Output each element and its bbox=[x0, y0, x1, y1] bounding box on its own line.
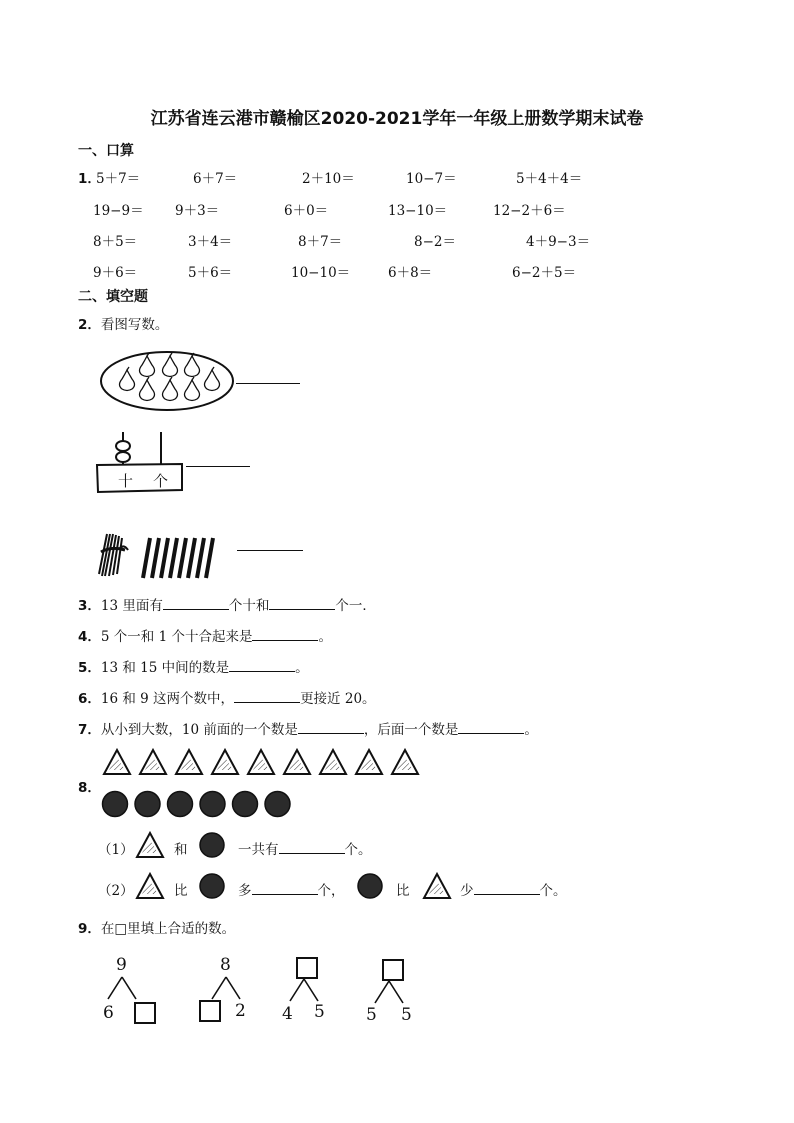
tree-top-number: 8 bbox=[220, 955, 231, 975]
circle-icon bbox=[168, 792, 193, 817]
answer-line[interactable] bbox=[236, 383, 300, 384]
triangle-icon bbox=[422, 872, 452, 900]
calc-item: 6＋8＝ bbox=[388, 265, 433, 281]
calc-item: 6−2＋5＝ bbox=[512, 265, 577, 281]
answer-blank[interactable] bbox=[458, 720, 524, 734]
question-number: 5． bbox=[78, 660, 101, 676]
calc-item: 9＋3＝ bbox=[175, 203, 220, 219]
abacus-picture bbox=[94, 430, 186, 496]
triangle-icon bbox=[135, 831, 165, 859]
answer-blank[interactable] bbox=[252, 881, 318, 895]
calc-item: 8−2＝ bbox=[414, 234, 456, 250]
pears-oval-picture bbox=[100, 348, 240, 414]
question-text: 在□里填上合适的数。 bbox=[100, 921, 236, 937]
question-text: 13 里面有 bbox=[100, 598, 163, 614]
question-text: 个。 bbox=[539, 883, 567, 899]
triangle-icon bbox=[176, 750, 202, 774]
q8-part1-label: （1） bbox=[98, 842, 134, 858]
triangle-icon bbox=[392, 750, 418, 774]
decomposition-branches bbox=[104, 975, 154, 1003]
answer-blank[interactable] bbox=[298, 720, 364, 734]
answer-box[interactable] bbox=[382, 959, 404, 981]
decomposition-branches bbox=[284, 977, 334, 1005]
q8-part1-sentence bbox=[238, 838, 372, 858]
calc-item: 10−10＝ bbox=[291, 265, 351, 281]
question-text: 13 和 15 中间的数是 bbox=[100, 660, 230, 676]
question-number: 9． bbox=[78, 921, 101, 937]
q8-part2-second bbox=[460, 879, 567, 899]
answer-line[interactable] bbox=[186, 466, 250, 467]
question-text: 16 和 9 这两个数中， bbox=[100, 691, 235, 707]
triangle-icon bbox=[212, 750, 238, 774]
triangle-icon bbox=[135, 872, 165, 900]
circle-icon bbox=[356, 872, 384, 900]
q8-part2-label: （2） bbox=[98, 883, 134, 899]
calc-item: 8＋5＝ bbox=[93, 234, 138, 250]
triangle-icon bbox=[356, 750, 382, 774]
question-2 bbox=[78, 313, 168, 333]
tree-right-number: 5 bbox=[314, 1002, 325, 1022]
answer-blank[interactable] bbox=[252, 627, 318, 641]
question-number: 4． bbox=[78, 629, 101, 645]
q8-than-text: 比 bbox=[174, 883, 188, 899]
sticks-picture bbox=[95, 530, 215, 582]
question-text: 个一． bbox=[335, 598, 376, 614]
calc-item: 12−2＋6＝ bbox=[493, 203, 566, 219]
answer-blank[interactable] bbox=[234, 689, 300, 703]
calc-item: 6＋7＝ bbox=[193, 171, 238, 187]
q8-part2-first bbox=[238, 879, 345, 899]
triangle-icon bbox=[104, 750, 130, 774]
tree-right-number: 2 bbox=[235, 1001, 246, 1021]
question-4 bbox=[78, 625, 332, 645]
answer-blank[interactable] bbox=[229, 658, 295, 672]
question-text: 看图写数。 bbox=[100, 317, 169, 333]
abacus-tens-label: 十 bbox=[118, 472, 134, 490]
answer-box[interactable] bbox=[296, 957, 318, 979]
calc-item: 4＋9−3＝ bbox=[526, 234, 591, 250]
question-3 bbox=[78, 594, 376, 614]
calc-item: 5＋7＝ bbox=[96, 171, 141, 187]
calc-item: 2＋10＝ bbox=[302, 171, 355, 187]
calc-item: 6＋0＝ bbox=[284, 203, 329, 219]
circle-icon bbox=[200, 792, 225, 817]
question-number: 2． bbox=[78, 317, 101, 333]
calc-item: 5＋4＋4＝ bbox=[516, 171, 583, 187]
question-text: 个， bbox=[317, 883, 345, 899]
answer-blank[interactable] bbox=[163, 596, 229, 610]
question-number: 7． bbox=[78, 722, 101, 738]
answer-blank[interactable] bbox=[279, 840, 345, 854]
decomposition-branches bbox=[369, 979, 419, 1007]
triangle-icon bbox=[320, 750, 346, 774]
calc-item: 3＋4＝ bbox=[188, 234, 233, 250]
question-text: 多 bbox=[238, 883, 252, 899]
decomposition-branches bbox=[208, 975, 258, 1003]
answer-box[interactable] bbox=[199, 1000, 221, 1022]
abacus-ones-label: 个 bbox=[153, 472, 169, 490]
q8-and-text: 和 bbox=[174, 842, 188, 858]
answer-blank[interactable] bbox=[269, 596, 335, 610]
triangle-row bbox=[102, 748, 432, 778]
answer-line[interactable] bbox=[237, 550, 303, 551]
question-number: 8． bbox=[78, 780, 101, 796]
question-text: 从小到大数，10 前面的一个数是 bbox=[100, 722, 298, 738]
question-text: 一共有 bbox=[238, 842, 279, 858]
calc-item: 9＋6＝ bbox=[93, 265, 138, 281]
tree-left-number: 4 bbox=[282, 1004, 293, 1024]
answer-blank[interactable] bbox=[474, 881, 540, 895]
circle-row bbox=[100, 789, 300, 819]
question-text: 少 bbox=[460, 883, 474, 899]
question-text: 个十和 bbox=[228, 598, 270, 614]
calc-item: 10−7＝ bbox=[406, 171, 457, 187]
question-text: 个。 bbox=[344, 842, 372, 858]
calc-item: 8＋7＝ bbox=[298, 234, 343, 250]
question-9 bbox=[78, 917, 235, 937]
question-number: 3． bbox=[78, 598, 101, 614]
circle-icon bbox=[198, 831, 226, 859]
triangle-icon bbox=[284, 750, 310, 774]
page-title: 江苏省连云港市赣榆区2020-2021学年一年级上册数学期末试卷 bbox=[150, 109, 644, 129]
circle-icon bbox=[135, 792, 160, 817]
question-7 bbox=[78, 718, 538, 738]
question-text: ，后面一个数是 bbox=[363, 722, 459, 738]
question-text: 。 bbox=[295, 660, 309, 676]
answer-box[interactable] bbox=[134, 1002, 156, 1024]
circle-icon bbox=[198, 872, 226, 900]
tree-left-number: 5 bbox=[366, 1005, 377, 1025]
calc-item: 13−10＝ bbox=[388, 203, 448, 219]
calc-item: 5＋6＝ bbox=[188, 265, 233, 281]
question-text: 。 bbox=[318, 629, 332, 645]
section-heading-fill-in: 二、填空题 bbox=[78, 289, 148, 305]
q8-than-text: 比 bbox=[396, 883, 410, 899]
section-heading-oral-calc: 一、口算 bbox=[78, 143, 134, 159]
question-number: 1． bbox=[78, 171, 101, 187]
triangle-icon bbox=[248, 750, 274, 774]
question-text: 。 bbox=[524, 722, 538, 738]
question-text: 更接近 20。 bbox=[300, 691, 376, 707]
question-text: 5 个一和 1 个十合起来是 bbox=[100, 629, 253, 645]
question-6 bbox=[78, 687, 376, 707]
circle-icon bbox=[103, 792, 128, 817]
question-5 bbox=[78, 656, 309, 676]
tree-top-number: 9 bbox=[116, 955, 127, 975]
question-number: 6． bbox=[78, 691, 101, 707]
triangle-icon bbox=[140, 750, 166, 774]
tree-right-number: 5 bbox=[401, 1005, 412, 1025]
tree-left-number: 6 bbox=[103, 1003, 114, 1023]
circle-icon bbox=[265, 792, 290, 817]
calc-item: 19−9＝ bbox=[93, 203, 144, 219]
circle-icon bbox=[233, 792, 258, 817]
